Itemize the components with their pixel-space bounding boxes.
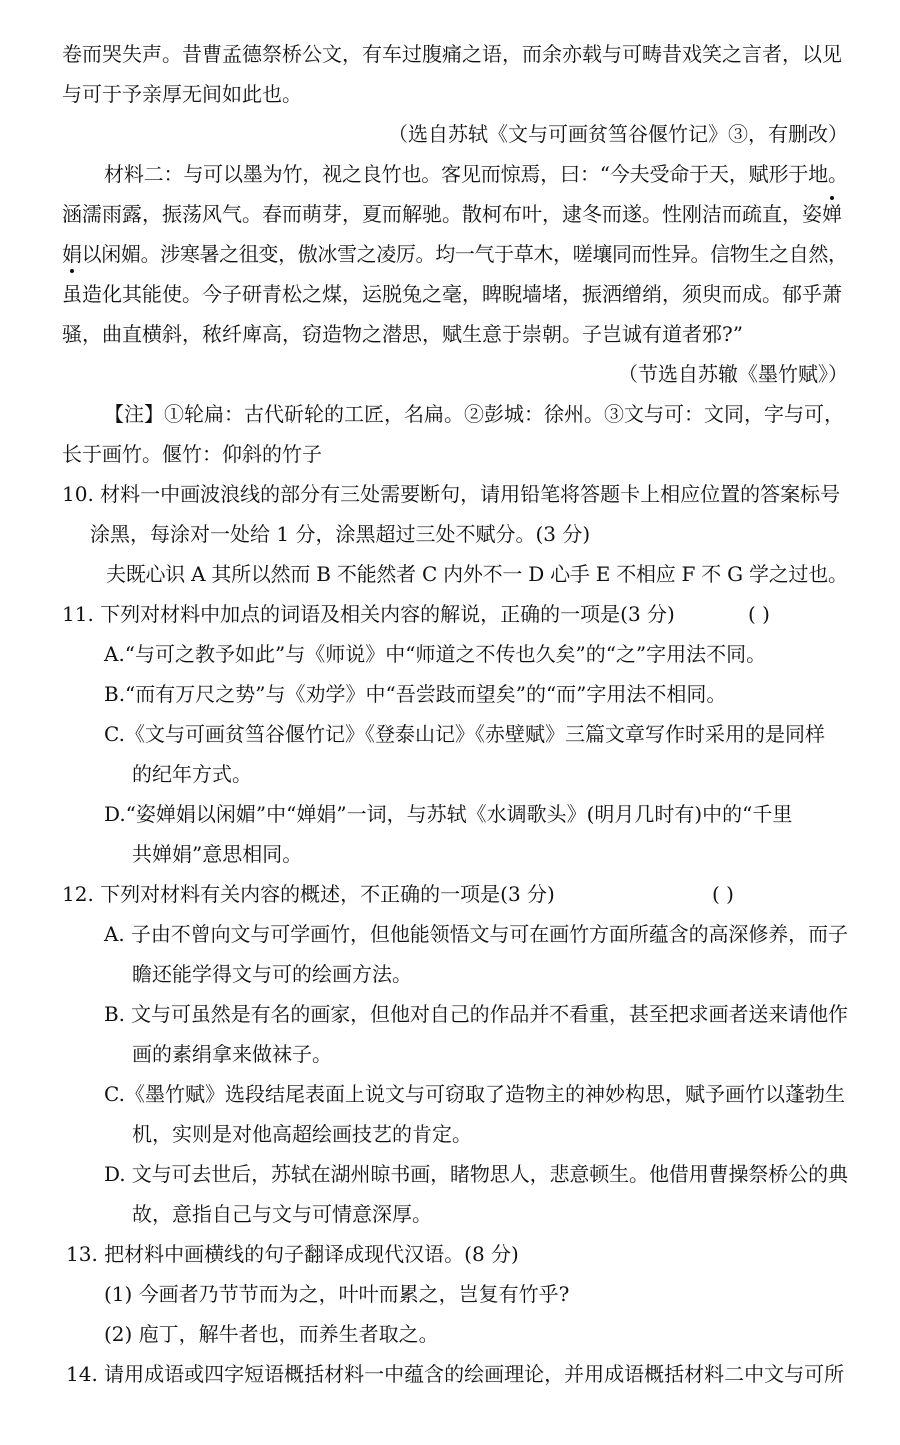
q12-option-d-line-2: 故，意指自己与文与可情意深厚。 (132, 1202, 432, 1226)
q11-option-a: A.“与可之教予如此”与《师说》中“师道之不传也久矣”的“之”字用法不同。 (104, 642, 767, 666)
q12-option-a-line-2: 瞻还能学得文与可的绘画方法。 (132, 962, 412, 986)
note-line-2: 长于画竹。偃竹：仰斜的竹子 (62, 442, 322, 466)
q13-stem: 13. 把材料中画横线的句子翻译成现代汉语。(8 分) (66, 1242, 519, 1266)
material2-line-5: 骚，曲直横斜，秾纤庳高，窃造物之潜思，赋生意于崇朝。子岂诚有道者邪?” (62, 322, 743, 346)
q12-stem: 12. 下列对材料有关内容的概述，不正确的一项是(3 分) (62, 882, 555, 906)
q12-option-b-line-2: 画的素绢拿来做袜子。 (132, 1042, 332, 1066)
q12-answer-bracket: ( ) (712, 882, 734, 906)
q10-sentence: 夫既心识 A 其所以然而 B 不能然者 C 内外不一 D 心手 E 不相应 F 不 G 学之过也。 (106, 562, 848, 586)
material2-source: （节选自苏辙《墨竹赋》） (618, 362, 848, 386)
material2-line-3: 娟以闲媚。涉寒暑之徂变，傲冰雪之凌厉。均一气于草木，嗟壤同而性异。信物生之自然， (62, 242, 848, 266)
q12-option-c-line-2: 机，实则是对他高超绘画技艺的肯定。 (132, 1122, 472, 1146)
q13-sentence-1: (1) 今画者乃节节而为之，叶叶而累之，岂复有竹乎? (104, 1282, 570, 1306)
q12-option-d-line-1: D. 文与可去世后，苏轼在湖州晾书画，睹物思人，悲意顿生。他借用曹操祭桥公的典 (104, 1162, 848, 1186)
q11-option-d-line-2: 共婵娟”意思相同。 (132, 842, 303, 866)
note-line-1: 【注】①轮扁：古代斫轮的工匠，名扁。②彭城：徐州。③文与可：文同，字与可， (104, 402, 844, 426)
material2-line-1: 材料二：与可以墨为竹，视之良竹也。客见而惊焉，曰：“今夫受命于天，赋形于地。 (104, 162, 848, 186)
emphasis-dot-mark: 娟 (62, 242, 82, 266)
material1-line-1: 卷而哭失声。昔曹孟德祭桥公文，有车过腹痛之语，而余亦载与可畴昔戏笑之言者，以见 (62, 42, 842, 66)
q12-option-b-line-1: B. 文与可虽然是有名的画家，但他对自己的作品并不看重，甚至把求画者送来请他作 (104, 1002, 848, 1026)
q11-option-b: B.“而有万尺之势”与《劝学》中“吾尝跂而望矣”的“而”字用法不相同。 (104, 682, 727, 706)
q14-stem: 14. 请用成语或四字短语概括材料一中蕴含的绘画理论，并用成语概括材料二中文与可所 (66, 1362, 845, 1386)
q11-stem: 11. 下列对材料中加点的词语及相关内容的解说，正确的一项是(3 分) (62, 602, 675, 626)
q10-stem-line-1: 10. 材料一中画波浪线的部分有三处需要断句，请用铅笔将答题卡上相应位置的答案标号 (62, 482, 841, 506)
q11-option-c-line-2: 的纪年方式。 (132, 762, 252, 786)
q13-sentence-2: (2) 庖丁，解牛者也，而养生者取之。 (104, 1322, 439, 1346)
q12-option-c-line-1: C.《墨竹赋》选段结尾表面上说文与可窃取了造物主的神妙构思，赋予画竹以蓬勃生 (104, 1082, 845, 1106)
emphasis-dot-mark: 婵 (822, 202, 842, 226)
q12-option-a-line-1: A. 子由不曾向文与可学画竹，但他能领悟文与可在画竹方面所蕴含的高深修养，而子 (104, 922, 848, 946)
q11-option-d-line-1: D.“姿婵娟以闲媚”中“婵娟”一词，与苏轼《水调歌头》(明月几时有)中的“千里 (104, 802, 793, 826)
material2-line-4: 虽造化其能使。今子研青松之煤，运脱兔之毫，睥睨墙堵，振洒缯绡，须臾而成。郁乎萧 (62, 282, 842, 306)
q11-option-c-line-1: C.《文与可画贫筜谷偃竹记》《登泰山记》《赤壁赋》三篇文章写作时采用的是同样 (104, 722, 825, 746)
material1-source: （选自苏轼《文与可画贫筜谷偃竹记》③，有删改） (388, 122, 848, 146)
q10-stem-line-2: 涂黑，每涂对一处给 1 分，涂黑超过三处不赋分。(3 分) (90, 522, 591, 546)
material1-line-2: 与可于予亲厚无间如此也。 (62, 82, 302, 106)
q11-answer-bracket: ( ) (748, 602, 770, 626)
material2-line-2: 涵濡雨露，振荡风气。春而萌芽，夏而解驰。散柯布叶，逮冬而遂。性刚洁而疏直，姿婵 (62, 202, 842, 226)
